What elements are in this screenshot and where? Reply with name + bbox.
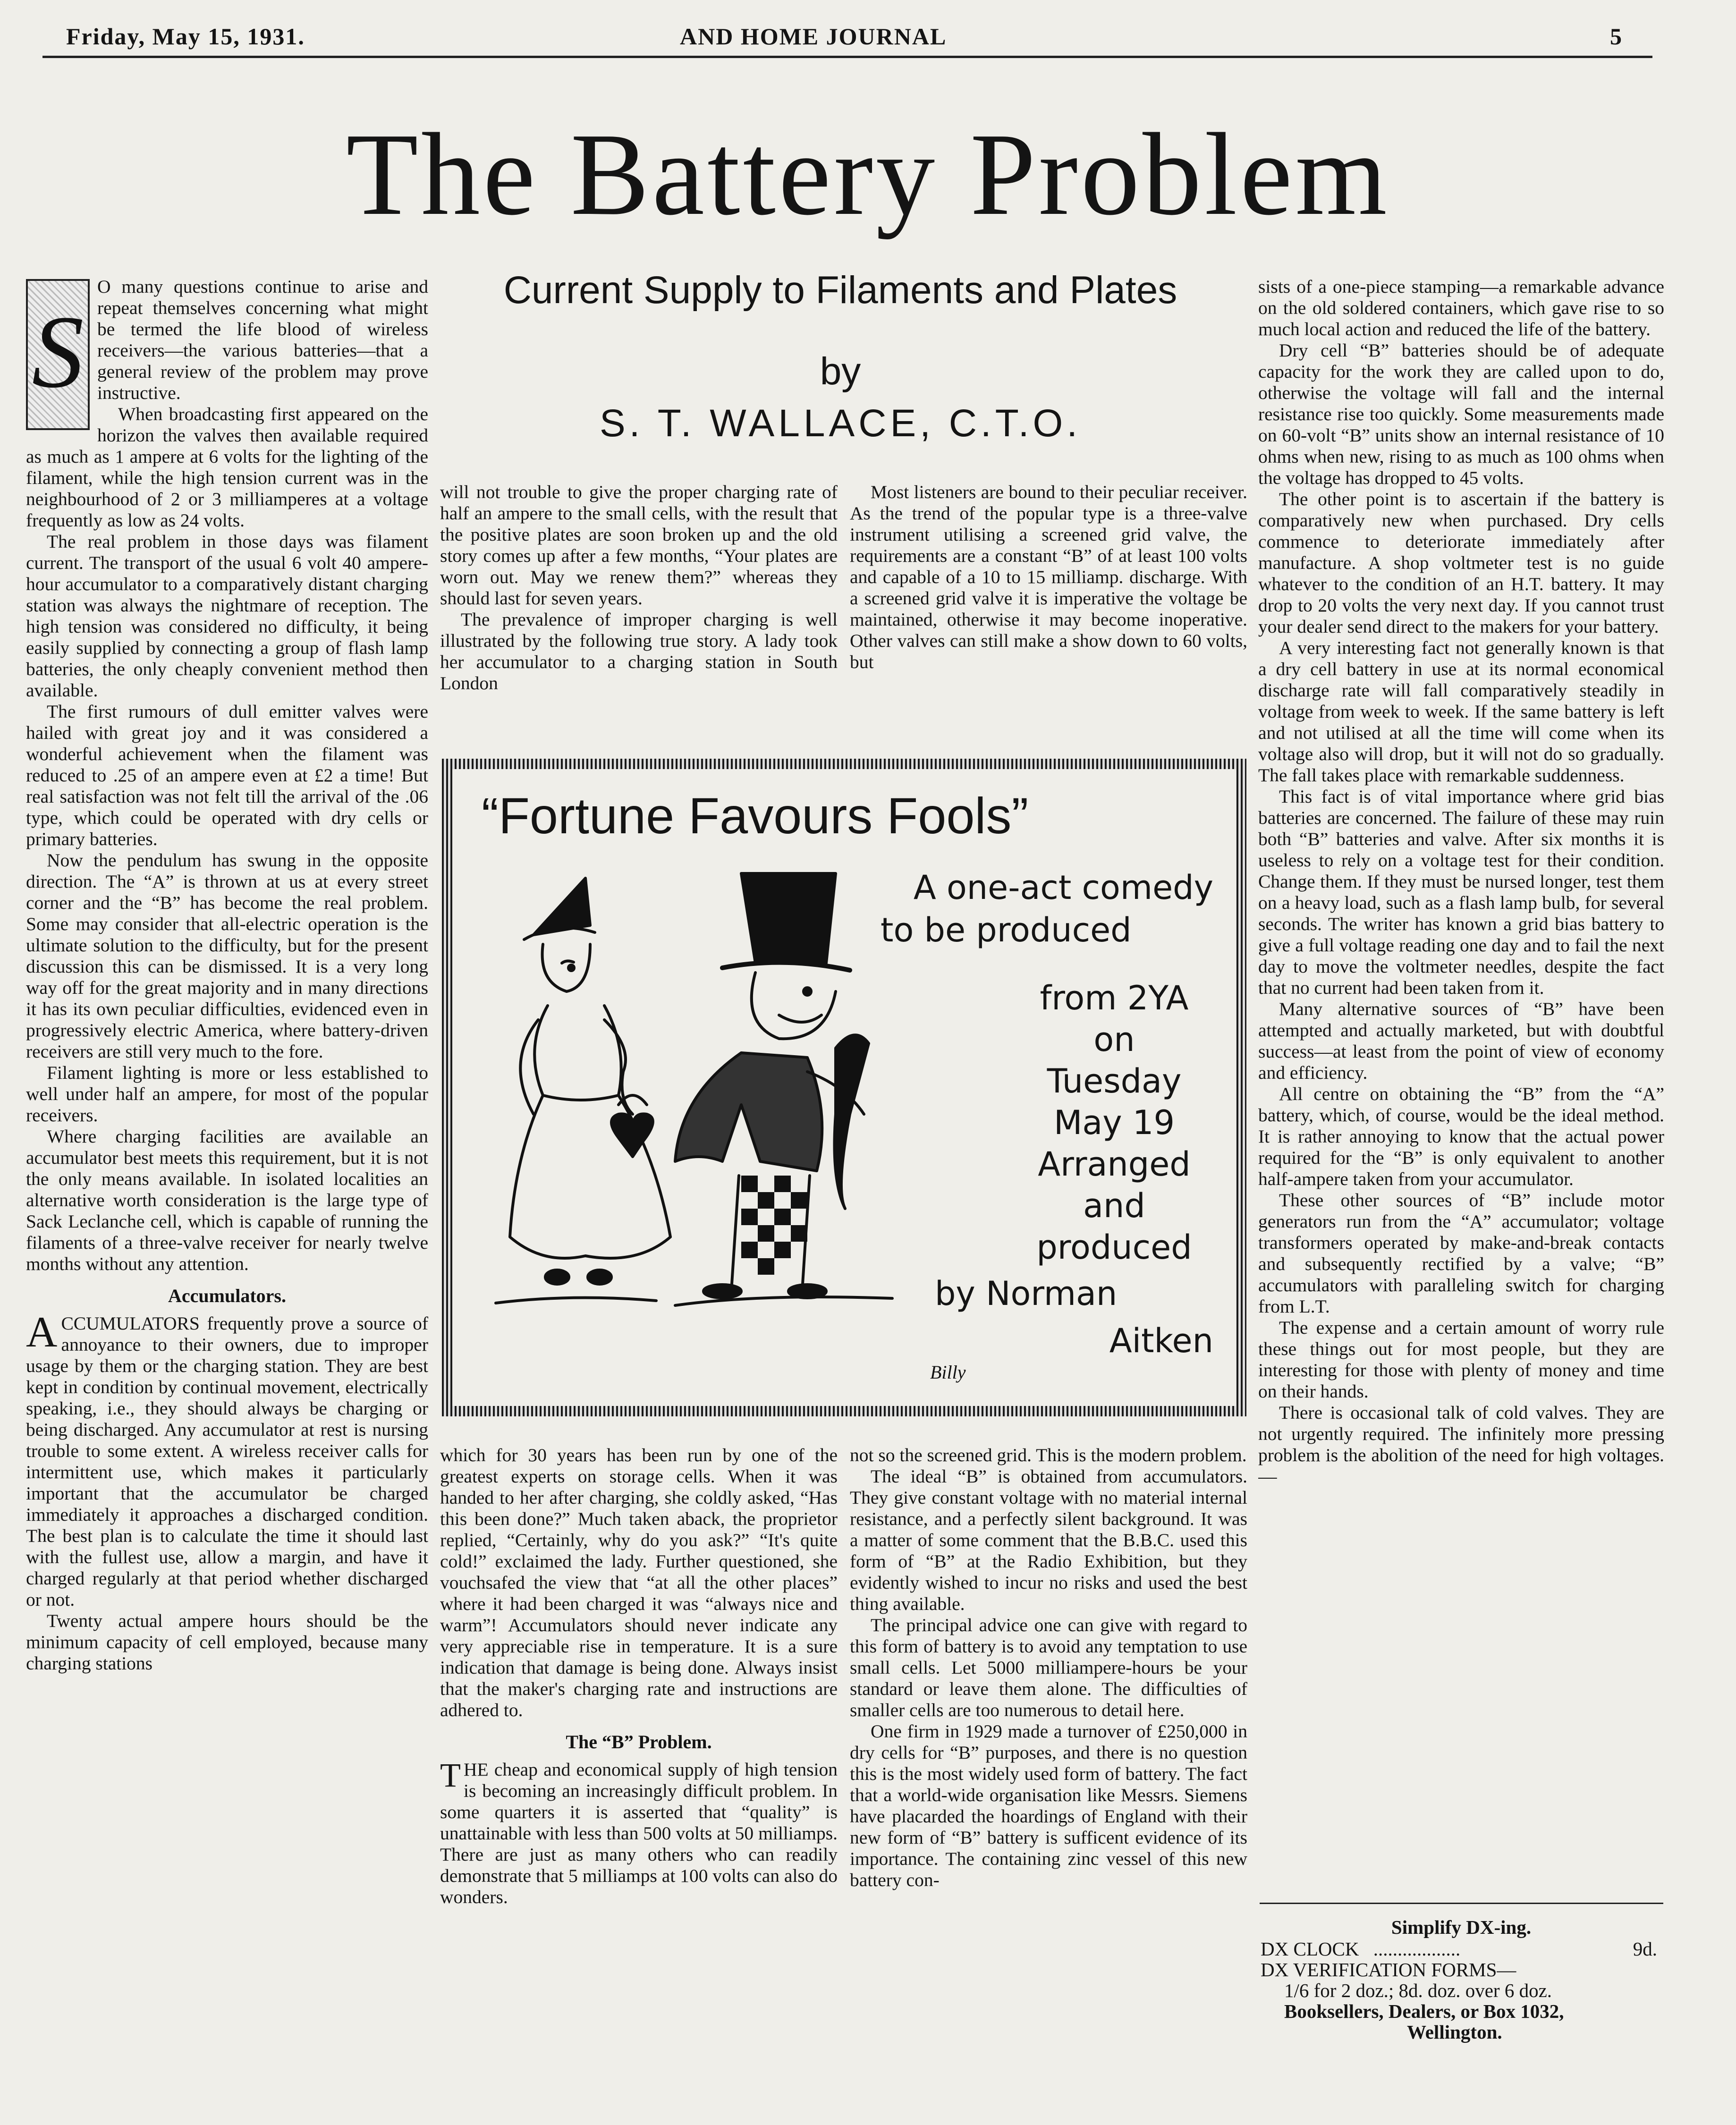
- paragraph: The real problem in those days was filament current. The transport of the usual 6 volt 40 ampere-hour accumulator to a comparatively distant charging station was always the nightmare of reception. The high tension was considered no difficulty, it being easily supplied by connecting a group of flash lamp batteries, the only cheaply convenient method then available.: [26, 531, 428, 701]
- man-trousers: [741, 1176, 807, 1275]
- woman-face: [542, 944, 590, 991]
- announcement-line: by Norman: [935, 1274, 1118, 1313]
- dropcap-ornament: [26, 279, 90, 430]
- paragraph: One firm in 1929 made a turnover of £250,000 in dry cells for “B” purposes, and there is no question this is the most widely used form of battery. The fact that a world-wide organisation like Messrs. Siemens have placarded the hoardings of England with their new form of “B” battery is sufficent evidence of its importance. The containing zinc vessel of this new battery con-: [850, 1721, 1247, 1890]
- column-2-top: [440, 482, 838, 737]
- paragraph: The first rumours of dull emitter valves were hailed with great joy and it was considered a wonderful achievement when the filament was reduced to .25 of an ampere even at £2 a time! But real satisfaction was not felt till the arrival of the .06 type, which could be operated with dry cells or primary batteries.: [26, 701, 428, 849]
- byline-by: by: [820, 350, 861, 393]
- advert-dots: ..................: [1373, 1938, 1461, 1960]
- announcement-line: and: [1083, 1186, 1145, 1225]
- column-4: [1258, 276, 1664, 1896]
- masthead-date: Friday, May 15, 1931.: [66, 23, 305, 50]
- paragraph: Twenty actual ampere hours should be the minimum capacity of cell employed, because many charging stations: [26, 1610, 428, 1674]
- paragraph: Dry cell “B” batteries should be of adequate capacity for the work they are called upon to do, otherwise the voltage will fall and the internal resistance rise too quickly. Some measurements made on 60-volt “B” units show an internal resistance of 10 ohms when new, rising to as much as 100 ohms when the voltage has dropped to 45 volts.: [1258, 340, 1664, 488]
- paragraph: CCUMULATORS frequently prove a source of annoyance to their owners, due to improper usage by them or the charging station. They are best kept in condition by continual movement, electrically speaking, i.e., they should always be charging or being discharged. Any accumulator at rest is nursing trouble to some extent. A wireless receiver calls for intermittent use, which makes it particularly important that the accumulator be charged immediately it approaches a discharged condition. The best plan is to calculate the time it should last with the fullest use, allow a margin, and have it charged regularly at that period whether discharged or not.: [26, 1313, 428, 1610]
- advert-line: Booksellers, Dealers, or Box 1032,: [1284, 2000, 1564, 2022]
- woman-hat: [534, 878, 590, 935]
- umbrella-icon: [835, 1035, 869, 1209]
- paragraph: The expense and a certain amount of worry rule these things out for most people, but they are interesting for those with plenty of money and time on their hands.: [1258, 1317, 1664, 1402]
- announcement-line: to be produced: [881, 911, 1132, 949]
- masthead-journal: AND HOME JOURNAL: [680, 23, 947, 50]
- dropcap-letter: A: [26, 1308, 58, 1356]
- paragraph: These other sources of “B” include motor generators run from the “A” accumulator; voltage transformers operated by make-and-break contacts and subsequently rectified by a valve; “B” accumulators with paralleling switch for charging from L.T.: [1258, 1190, 1664, 1317]
- column-2-bottom: [440, 1445, 838, 2040]
- paragraph: Most listeners are bound to their peculiar receiver. As the trend of the popular type is a three-valve instrument utilising a screened grid valve, the requirements are a constant “B” of at least 100 volts and capable of a 10 to 15 milliamp. discharge. With a screened grid valve it is imperative the voltage be maintained, otherwise it may become inoperative. Other valves can still make a show down to 60 volts, but: [850, 482, 1247, 672]
- paragraph: not so the screened grid. This is the modern problem.: [850, 1445, 1247, 1465]
- announcement-details: [1015, 977, 1213, 1268]
- paragraph: When broadcasting first appeared on the horizon the valves then available required as much as 1 ampere at 6 volts for the lighting of the filament, while the high tension current was in the neighbourhood of 2 or 3 milliamperes at a voltage frequently as low as 24 volts.: [26, 404, 428, 531]
- article-title: The Battery Problem: [346, 109, 1390, 240]
- advert-item-label: DX CLOCK: [1261, 1938, 1359, 1960]
- advert-heading: Simplify DX-ing.: [1391, 1916, 1532, 1938]
- man-face: [752, 973, 836, 1039]
- column-3-bottom: [850, 1445, 1247, 2040]
- paragraph: The ideal “B” is obtained from accumulators. They give constant voltage with no material internal resistance, and a perfectly silent background. It was a matter of some comment that the B.B.C. used this form of “B” at the Radio Exhibition, but they evidently wished to incur no risks and used the best thing available.: [850, 1466, 1247, 1614]
- announcement-line: Tuesday: [1047, 1062, 1182, 1101]
- paragraph: sists of a one-piece stamping—a remarkable advance on the old soldered containers, which gave rise to so much local action and reduced the life of the battery.: [1258, 276, 1664, 339]
- announcement-line: produced: [1036, 1228, 1192, 1267]
- advert-price: 9d.: [1633, 1938, 1657, 1960]
- paragraph: HE cheap and economical supply of high tension is becoming an increasingly difficult problem. In some quarters it is asserted that “quality” is unattainable with less than 500 volts at 50 milliamps. There are just as many others who can readily demonstrate that 5 milliamps at 100 volts can also do wonders.: [440, 1759, 838, 1907]
- announcement-line: A one-act comedy: [913, 868, 1213, 907]
- dropcap-letter: T: [440, 1756, 461, 1794]
- paragraph: Many alternative sources of “B” have been attempted and actually marketed, but with doubtful success—at least from the point of view of economy and efficiency.: [1258, 999, 1664, 1083]
- paragraph: The principal advice one can give with regard to this form of battery is to avoid any temptation to use small cells. Let 5000 milliampere-hours be your standard or leave them alone. The difficulties of smaller cells are too numerous to detail here.: [850, 1615, 1247, 1720]
- article-subtitle: Current Supply to Filaments and Plates: [503, 269, 1177, 312]
- advert-line: [1261, 1939, 1662, 1959]
- announcement-line: from 2YA: [1040, 979, 1189, 1017]
- man-top-hat: [741, 873, 836, 963]
- paragraph: Now the pendulum has swung in the opposite direction. The “A” is thrown at us at every street corner and the “B” has become the real problem. Some may consider that all-electric operation is the ultimate solution to the difficulty, but for the present discussion this can be dismissed. It is a very long way off for the great majority and in many directions it has its own peculiar difficulties, evidenced even in progressively electric America, where battery-driven receivers are still very much to the fore.: [26, 850, 428, 1062]
- paragraph: There is occasional talk of cold valves. They are not urgently required. The infinitely more pressing problem is the abolition of the need for high voltages.—: [1258, 1402, 1664, 1487]
- paragraph: A very interesting fact not generally known is that a dry cell battery in use at its normal economical discharge rate will fall comparatively steadily in voltage from week to week. If the same battery is left and not utilised at all the time will come when its voltage also will drop, but it will not do so gradually. The fall takes place with remarkable suddenness.: [1258, 637, 1664, 786]
- paragraph: will not trouble to give the proper charging rate of half an ampere to the small cells, with the result that the positive plates are soon broken up and the old story comes up after a few months, “Your plates are worn out. May we renew them?” whereas they should last for seven years.: [440, 482, 838, 609]
- section-heading: The “B” Problem.: [566, 1731, 712, 1752]
- advert-line: DX VERIFICATION FORMS—: [1261, 1959, 1516, 1981]
- paragraph: which for 30 years has been run by one of the greatest experts on storage cells. When it was handed to her after charging, she coldly asked, “Has this been done?” Much taken aback, the proprietor replied, “Certainly, why do you ask?” “It's quite cold!” exclaimed the lady. Further questioned, she vouchsafed the view that “at all the other places” where it had been charged it was “always nice and warm”! Accumulators should never indicate any very appreciable rise in temperature. It is a sure indication that damage is being done. Always insist that the maker's charging rate and instructions are adhered to.: [440, 1445, 838, 1720]
- announcement-line: Arranged: [1038, 1145, 1191, 1184]
- column-3-top: [850, 482, 1247, 737]
- paragraph: O many questions continue to arise and repeat themselves concerning what might be termed the life blood of wireless receivers—the various batteries—that a general review of the problem may prove instructive.: [97, 276, 428, 403]
- paragraph: The other point is to ascertain if the battery is comparatively new when purchased. Dry cells commence to deteriorate immediately after manufacture. A shop voltmeter test is no guide whatever to the condition of an H.T. battery. It may drop to 20 volts the very next day. If you cannot trust your dealer send direct to the makers for your battery.: [1258, 489, 1664, 637]
- paragraph: Where charging facilities are available an accumulator best meets this requirement, but it is not the only means available. In isolated localities an alternative worth consideration is the large type of Sack Leclanche cell, which is capable of running the filaments of a three-valve receiver for nearly twelve months without any attention.: [26, 1126, 428, 1274]
- announcement-line: on: [1093, 1020, 1135, 1059]
- man-coat: [675, 1053, 822, 1171]
- cartoon-illustration: [477, 850, 1043, 1397]
- dropcap-letter: S: [32, 294, 84, 409]
- paragraph: All centre on obtaining the “B” from the “A” battery, which, of course, would be the ideal method. It is rather annoying to know that the actual power required for the “B” is only equivalent to another half-ampere taken from your accumulator.: [1258, 1084, 1664, 1189]
- column-end-rule: [1260, 1903, 1663, 1904]
- advert-line: 1/6 for 2 doz.; 8d. doz. over 6 doz.: [1284, 1980, 1552, 2001]
- column-1: [26, 276, 428, 2028]
- paragraph: The prevalence of improper charging is well illustrated by the following true story. A lady took her accumulator to a charging station in South London: [440, 609, 838, 694]
- announcement-line: May 19: [1053, 1103, 1175, 1142]
- announcement-title: “Fortune Favours Fools”: [482, 787, 1029, 844]
- section-heading: Accumulators.: [168, 1285, 286, 1306]
- advert-line: Wellington.: [1407, 2021, 1502, 2043]
- artist-signature: Billy: [930, 1362, 966, 1383]
- paragraph: This fact is of vital importance where grid bias batteries are concerned. The failure of these may ruin both “B” batteries and valve. After six months it is useless to rely on a voltage test for their condition. Change them. If they must be nursed longer, test them on a heavy load, such as a flash lamp bulb, for several seconds. The writer has known a grid bias battery to give a full voltage reading one day and to fail the next day to move the voltmeter needles, despite the fact that no current had been taken from it.: [1258, 786, 1664, 998]
- header-rule: [42, 56, 1652, 58]
- paragraph: Filament lighting is more or less established to well under half an ampere, for most of the popular receivers.: [26, 1062, 428, 1126]
- announcement-line: Aitken: [1109, 1321, 1213, 1360]
- byline-author: S. T. WALLACE, C.T.O.: [599, 402, 1082, 445]
- page-number: 5: [1610, 23, 1623, 50]
